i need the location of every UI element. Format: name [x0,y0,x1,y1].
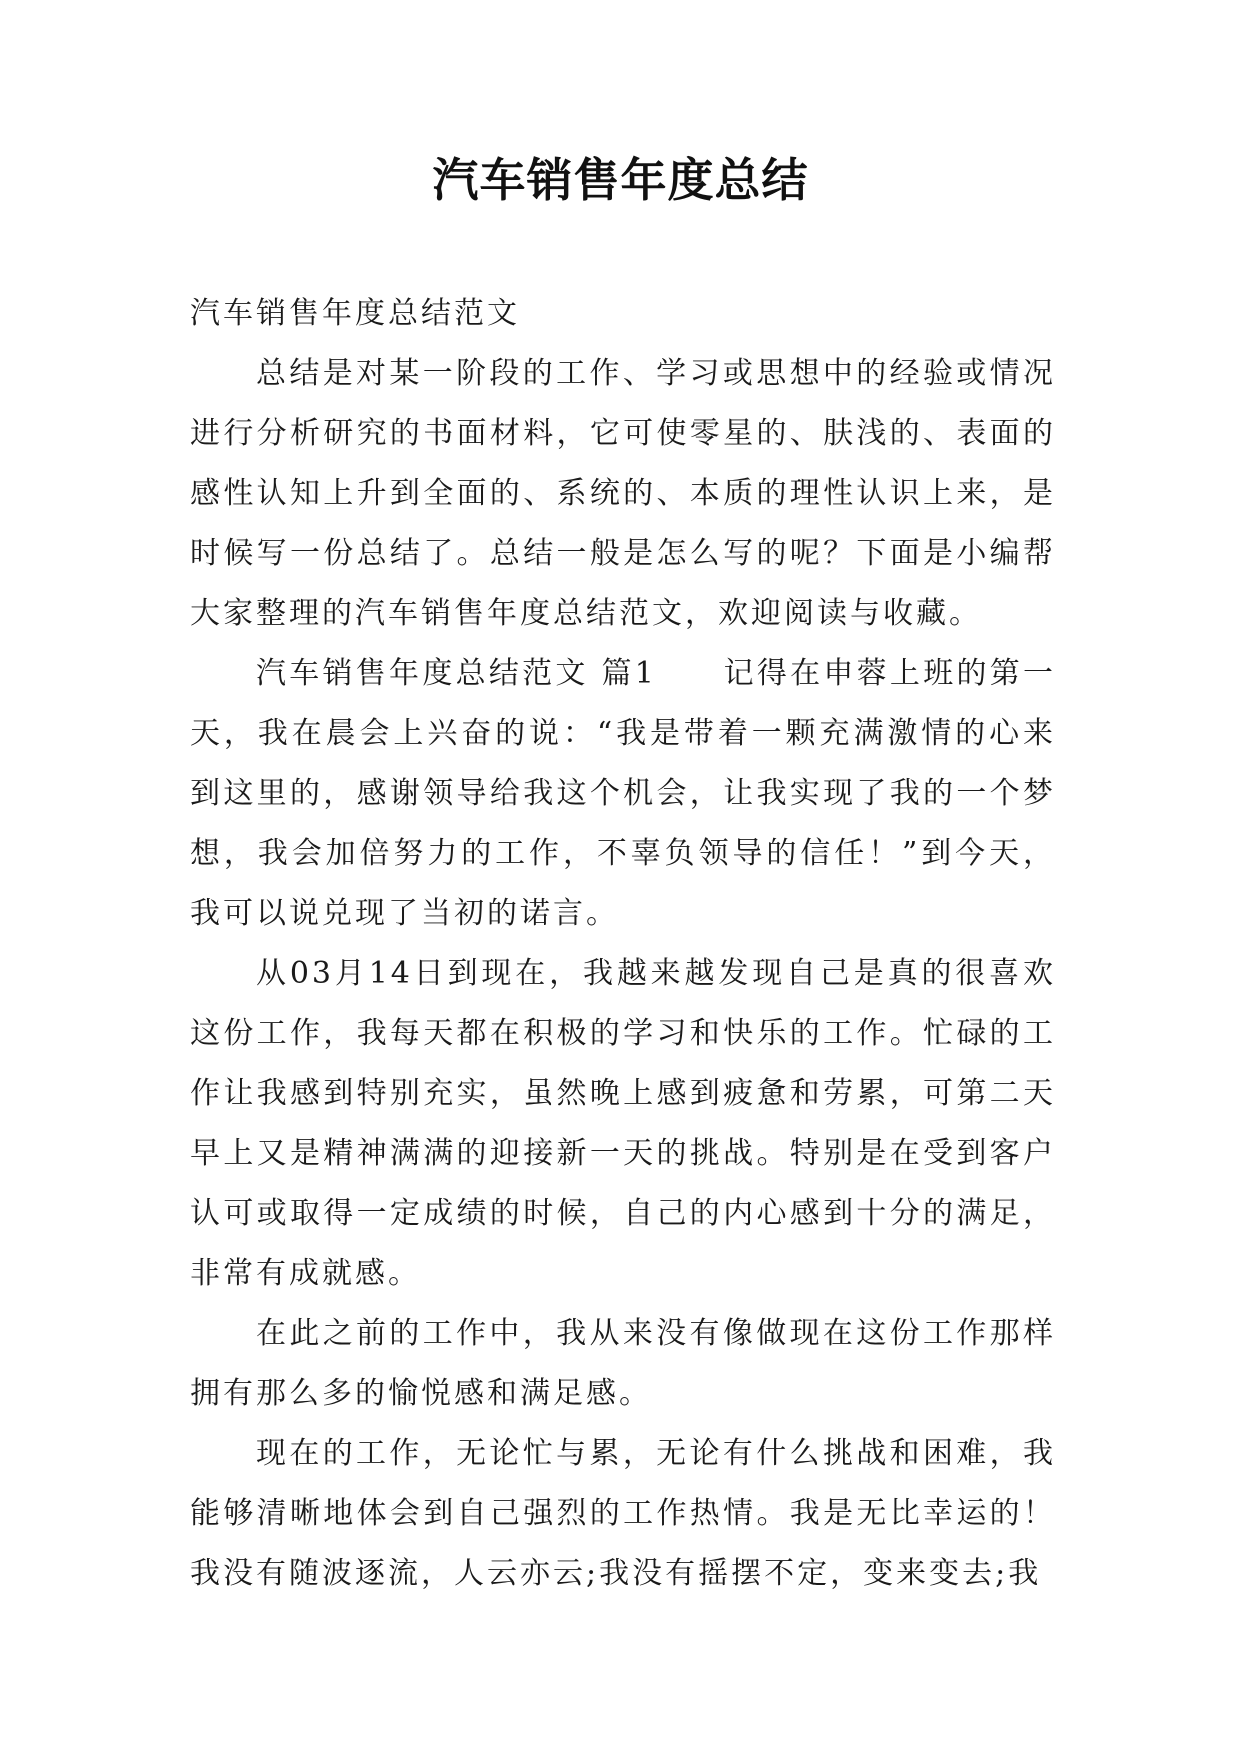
document-subtitle: 汽车销售年度总结范文 [190,296,520,331]
paragraph-intro: 总结是对某一阶段的工作、学习或思想中的经验或情况进行分析研究的书面材料，它可使零星的、肤浅的、表面的感性认知上升到全面的、系统的、本质的理性认识上来，是时候写一份总结了。总结一般是怎么写的呢？下面是小编帮大家整理的汽车销售年度总结范文，欢迎阅读与收藏。 [190,356,1056,631]
page-title: 汽车销售年度总结 [432,153,809,207]
paragraph: 从03月14日到现在，我越来越发现自己是真的很喜欢这份工作，我每天都在积极的学习和快乐的工作。忙碌的工作让我感到特别充实，虽然晚上感到疲惫和劳累，可第二天早上又是精神满满的迎接新一天的挑战。特别是在受到客户认可或取得一定成绩的时候，自己的内心感到十分的满足，非常有成就感。 [190,956,1056,1291]
paragraph: 现在的工作，无论忙与累，无论有什么挑战和困难，我能够清晰地体会到自己强烈的工作热情。我是无比幸运的！我没有随波逐流，人云亦云;我没有摇摆不定，变来变去;我 [190,1436,1056,1591]
paragraph: 在此之前的工作中，我从来没有像做现在这份工作那样拥有那么多的愉悦感和满足感。 [190,1316,1056,1411]
document-body [190,284,1056,1604]
paragraph-part-1: 汽车销售年度总结范文 篇1 记得在申蓉上班的第一天，我在晨会上兴奋的说：“我是带着一颗充满激情的心来到这里的，感谢领导给我这个机会，让我实现了我的一个梦想，我会加倍努力的工作，不辜负领导的信任！”到今天，我可以说兑现了当初的诺言。 [190,656,1056,931]
